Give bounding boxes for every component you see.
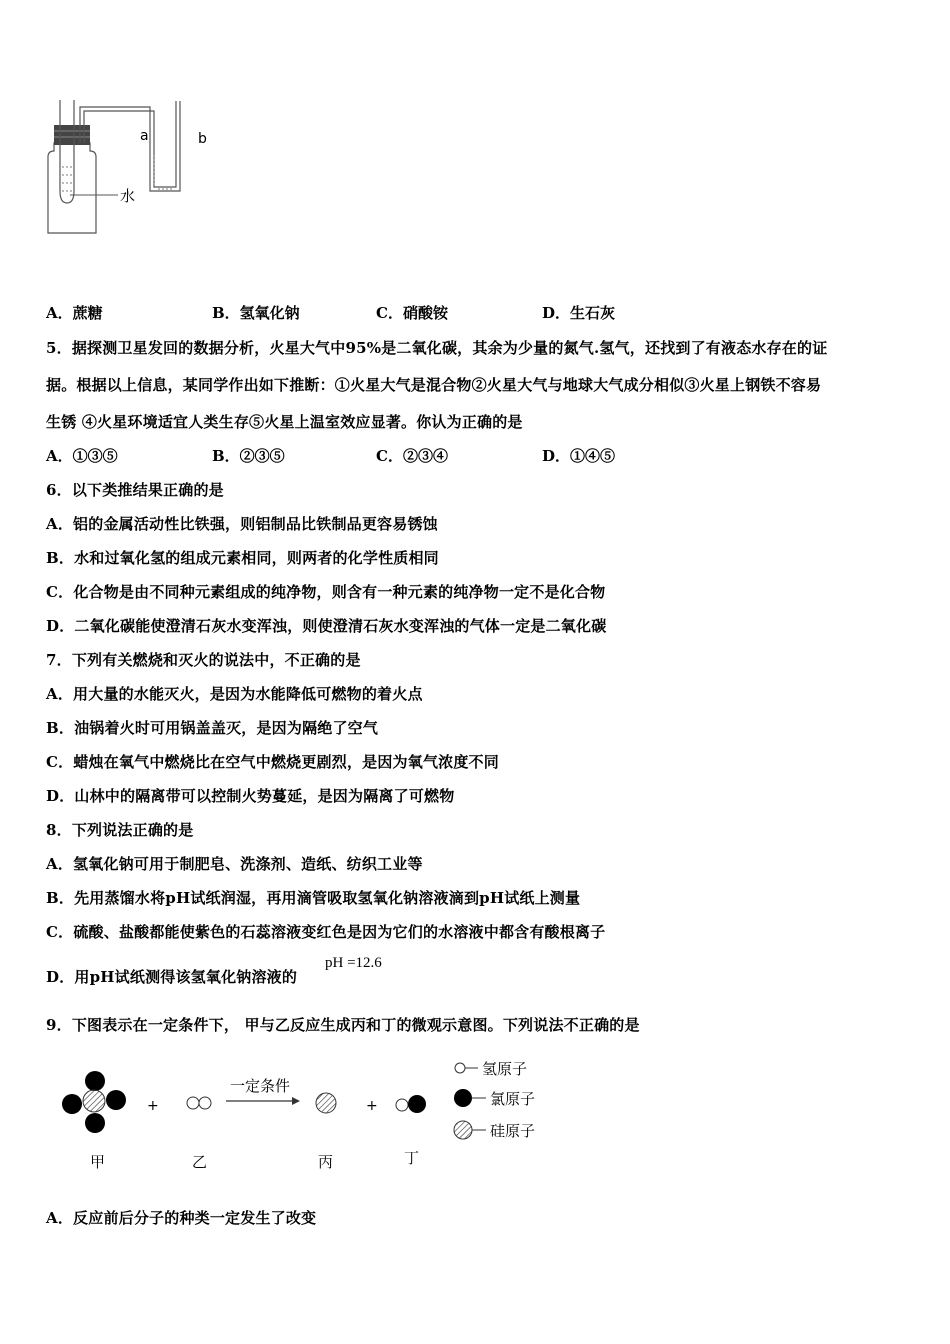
plus-1: +: [147, 1098, 159, 1114]
q5-line3: 生锈 ④火星环境适宜人类生存⑤火星上温室效应显著。你认为正确的是: [46, 413, 523, 431]
q8-option-b: B．先用蒸馏水将pH试纸润湿，再用滴管吸取氢氧化钠溶液滴到pH试纸上测量: [46, 889, 581, 907]
q7-option-b: B．油锅着火时可用锅盖盖灭，是因为隔绝了空气: [46, 719, 379, 737]
q5-option-b: B．②③⑤: [212, 447, 285, 465]
q5-line1: 5．据探测卫星发回的数据分析，火星大气中95%是二氧化碳，其余为少量的氮气.氢气，还找到了有液态水存在的证: [46, 339, 828, 357]
legend-chlorine: 氯原子: [490, 1090, 536, 1108]
legend-silicon: 硅原子: [490, 1122, 536, 1140]
q4-option-d: D．生石灰: [542, 304, 616, 322]
molecule-bing: [316, 1093, 336, 1113]
q7-option-a: A．用大量的水能灭火，是因为水能降低可燃物的着火点: [46, 685, 423, 703]
q4-option-c: C．硝酸铵: [376, 304, 448, 322]
q9-option-a: A．反应前后分子的种类一定发生了改变: [46, 1209, 317, 1227]
q8-option-c: C．硫酸、盐酸都能使紫色的石蕊溶液变红色是因为它们的水溶液中都含有酸根离子: [46, 923, 606, 941]
q7-stem: 7．下列有关燃烧和灭火的说法中，不正确的是: [46, 651, 361, 669]
q6-option-d: D．二氧化碳能使澄清石灰水变浑浊，则使澄清石灰水变浑浊的气体一定是二氧化碳: [46, 617, 607, 635]
q8-option-a: A．氢氧化钠可用于制肥皂、洗涤剂、造纸、纺织工业等: [46, 855, 423, 873]
q8-option-d: D．用pH试纸测得该氢氧化钠溶液的: [46, 968, 298, 986]
q8-stem: 8．下列说法正确的是: [46, 821, 194, 839]
apparatus-figure: [40, 95, 220, 245]
label-a: a: [140, 128, 149, 144]
label-yi: 乙: [192, 1153, 208, 1171]
q4-option-a: A．蔗糖: [46, 304, 103, 322]
q5-option-d: D．①④⑤: [542, 447, 616, 465]
label-b: b: [198, 131, 207, 147]
q6-option-b: B．水和过氧化氢的组成元素相同，则两者的化学性质相同: [46, 549, 439, 567]
label-bing: 丙: [318, 1153, 334, 1171]
q5-option-a: A．①③⑤: [46, 447, 118, 465]
condition-label: 一定条件: [230, 1077, 291, 1095]
q6-option-a: A．铝的金属活动性比铁强，则铝制品比铁制品更容易锈蚀: [46, 515, 438, 533]
legend: [454, 1060, 535, 1140]
q5-option-c: C．②③④: [376, 447, 448, 465]
molecule-yi: [187, 1097, 211, 1109]
molecule-jia: [62, 1071, 126, 1133]
q7-option-c: C．蜡烛在氧气中燃烧比在空气中燃烧更剧烈，是因为氧气浓度不同: [46, 753, 499, 771]
q6-option-c: C．化合物是由不同种元素组成的纯净物，则含有一种元素的纯净物一定不是化合物: [46, 583, 606, 601]
plus-2: +: [366, 1098, 378, 1114]
label-ding: 丁: [404, 1149, 420, 1167]
label-water: 水: [120, 187, 136, 205]
q7-option-d: D．山林中的隔离带可以控制火势蔓延，是因为隔离了可燃物: [46, 787, 455, 805]
label-jia: 甲: [90, 1153, 106, 1171]
q9-stem: 9．下图表示在一定条件下， 甲与乙反应生成丙和丁的微观示意图。下列说法不正确的是: [46, 1016, 640, 1034]
ph-formula: pH =12.6: [325, 955, 382, 971]
molecule-ding: [396, 1095, 426, 1113]
q5-line2: 据。根据以上信息，某同学作出如下推断：①火星大气是混合物②火星大气与地球大气成分相似③火星上钢铁不容易: [46, 376, 822, 394]
reaction-diagram: [50, 1055, 570, 1180]
legend-hydrogen: 氢原子: [482, 1060, 528, 1078]
q6-stem: 6．以下类推结果正确的是: [46, 481, 224, 499]
q4-option-b: B．氢氧化钠: [212, 304, 300, 322]
